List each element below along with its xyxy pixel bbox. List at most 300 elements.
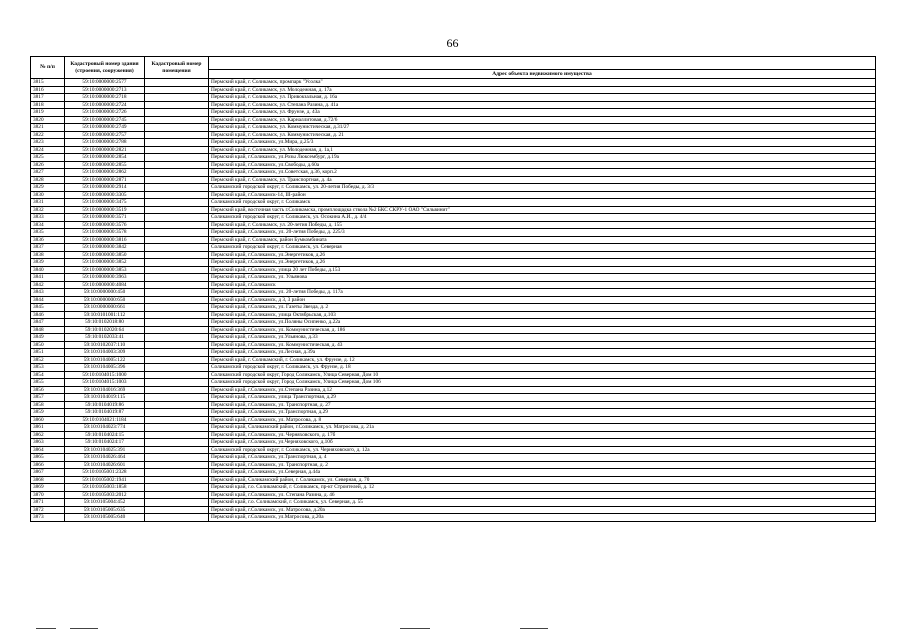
- row-cadastral-building: 59:10:0105005:635: [65, 506, 145, 514]
- row-cadastral-building: 59:10:0000000:3963: [65, 274, 145, 282]
- row-number: 3842: [31, 281, 65, 289]
- row-number: 3826: [31, 161, 65, 169]
- row-cadastral-premise: [145, 251, 209, 259]
- row-cadastral-building: 59:10:0000000:2724: [65, 101, 145, 109]
- row-cadastral-premise: [145, 94, 209, 102]
- table-row: [31, 274, 876, 282]
- row-cadastral-building: 59:10:0104016:369: [65, 386, 145, 394]
- table-row: [31, 116, 876, 124]
- row-cadastral-building: 59:10:0000000:2577: [65, 79, 145, 87]
- table-row: [31, 296, 876, 304]
- row-number: 3819: [31, 109, 65, 117]
- row-cadastral-building: 59:10:0000000:3576: [65, 221, 145, 229]
- row-cadastral-building: 59:10:0105001:2328: [65, 469, 145, 477]
- row-cadastral-building: 59:10:0000000:2757: [65, 131, 145, 139]
- row-address: Соликамский городской округ, г. Соликамск, ул. Северная: [209, 244, 876, 252]
- row-number: 3857: [31, 394, 65, 402]
- table-row: [31, 139, 876, 147]
- table-row: [31, 506, 876, 514]
- row-address: Соликамский городской округ, Город Соликамск, Улица Северная, Дом 10: [209, 371, 876, 379]
- row-address: Соликамский городской округ, Город Соликамск, Улица Северная, Дом 106: [209, 379, 876, 387]
- row-cadastral-building: 59:10:0104019:87: [65, 409, 145, 417]
- row-cadastral-building: 59:10:0105004:452: [65, 499, 145, 507]
- row-cadastral-building: 59:10:0104025:391: [65, 446, 145, 454]
- row-cadastral-premise: [145, 431, 209, 439]
- row-cadastral-premise: [145, 176, 209, 184]
- table-row: [31, 206, 876, 214]
- row-cadastral-premise: [145, 109, 209, 117]
- row-cadastral-building: 59:10:0000000:3842: [65, 244, 145, 252]
- table-row: [31, 416, 876, 424]
- row-cadastral-building: 59:10:0000000:3571: [65, 214, 145, 222]
- row-address: Пермский край, г.Соликамск, ул. Коммунистическая, д. 186: [209, 326, 876, 334]
- row-address: Пермский край, г.о. Соликамский, г. Соликамск, ул. Северная, д. 55: [209, 499, 876, 507]
- row-address: Соликамский городской округ, г. Соликамск, ул. 20-летия Победы, д. 3/3: [209, 184, 876, 192]
- row-address: Пермский край, г. Соликамск, ул. Коммунистическая, д.31/27: [209, 124, 876, 132]
- row-cadastral-building: 59:10:0104023:774: [65, 424, 145, 432]
- row-address: Пермский край, г. Соликамск, ул. Привокзальная, д. 16а: [209, 94, 876, 102]
- row-cadastral-building: 59:10:0000000:2788: [65, 139, 145, 147]
- row-address: Пермский край, г.Соликамск, ул.Свободы, д.60а: [209, 161, 876, 169]
- row-cadastral-building: 59:10:0000000:3850: [65, 251, 145, 259]
- row-address: Пермский край, г.Соликамск, ул.Матросова, д.20а: [209, 514, 876, 522]
- row-address: Пермский край, г.Соликамск, ул.Советская, д.36, корп.2: [209, 169, 876, 177]
- table-row: [31, 454, 876, 462]
- row-cadastral-building: 59:10:0104015:1003: [65, 379, 145, 387]
- table-row: [31, 154, 876, 162]
- row-cadastral-premise: [145, 506, 209, 514]
- row-cadastral-premise: [145, 356, 209, 364]
- row-cadastral-premise: [145, 131, 209, 139]
- row-number: 3845: [31, 304, 65, 312]
- row-cadastral-premise: [145, 349, 209, 357]
- row-number: 3821: [31, 124, 65, 132]
- row-address: Пермский край, г.Соликамск, ул.Степана Разина, д.12: [209, 386, 876, 394]
- row-number: 3871: [31, 499, 65, 507]
- row-address: Пермский край, г. Соликамск, ул. Транспортная, д. 4а: [209, 176, 876, 184]
- table-row: [31, 319, 876, 327]
- row-cadastral-building: 59:10:0000000:3816: [65, 236, 145, 244]
- row-cadastral-premise: [145, 491, 209, 499]
- row-address: Пермский край, г. Соликамский, г. Соликамск, ул. Фрунзе, д. 12: [209, 356, 876, 364]
- table-row: [31, 131, 876, 139]
- row-number: 3854: [31, 371, 65, 379]
- row-number: 3828: [31, 176, 65, 184]
- table-row: [31, 349, 876, 357]
- row-cadastral-premise: [145, 319, 209, 327]
- row-cadastral-premise: [145, 169, 209, 177]
- row-cadastral-premise: [145, 214, 209, 222]
- row-address: Соликамский городской округ, г. Соликамск, ул. Фрунзе, д. 18: [209, 364, 876, 372]
- table-row: [31, 221, 876, 229]
- row-cadastral-building: 59:10:0000000:2749: [65, 124, 145, 132]
- row-cadastral-building: 59:10:0000000:2821: [65, 146, 145, 154]
- table-row: [31, 79, 876, 87]
- row-number: 3867: [31, 469, 65, 477]
- row-cadastral-building: 59:10:0000000:3578: [65, 229, 145, 237]
- table-row: [31, 236, 876, 244]
- table-row: [31, 124, 876, 132]
- row-cadastral-premise: [145, 499, 209, 507]
- row-number: 3820: [31, 116, 65, 124]
- row-address: Пермский край, г.Соликамск: [209, 281, 876, 289]
- row-cadastral-premise: [145, 259, 209, 267]
- row-cadastral-building: 59:10:0000000:3852: [65, 259, 145, 267]
- row-number: 3858: [31, 401, 65, 409]
- header-address: Адрес объекта недвижимого имущества: [209, 70, 876, 79]
- row-cadastral-premise: [145, 244, 209, 252]
- row-cadastral-premise: [145, 334, 209, 342]
- table-row: [31, 334, 876, 342]
- table-row: [31, 311, 876, 319]
- row-cadastral-premise: [145, 86, 209, 94]
- row-address: Пермский край, г.Соликамск, ул.Поляны Осипенко, д.22а: [209, 319, 876, 327]
- table-row: [31, 304, 876, 312]
- row-address: Пермский край, г. Соликамск, ул. Карналлитовая, д.72/6: [209, 116, 876, 124]
- table-row: [31, 514, 876, 522]
- row-address: Пермский край, г.Соликамск, улица 20 лет Победы, д.153: [209, 266, 876, 274]
- row-cadastral-premise: [145, 101, 209, 109]
- table-row: [31, 176, 876, 184]
- row-number: 3815: [31, 79, 65, 87]
- row-cadastral-premise: [145, 311, 209, 319]
- table-row: [31, 409, 876, 417]
- row-address: Пермский край, г.Соликамск, ул. Коммунистическая, д. 43: [209, 341, 876, 349]
- table-row: [31, 476, 876, 484]
- table-row: [31, 499, 876, 507]
- table-row: [31, 461, 876, 469]
- row-number: 3827: [31, 169, 65, 177]
- row-number: 3865: [31, 454, 65, 462]
- row-cadastral-premise: [145, 326, 209, 334]
- row-cadastral-premise: [145, 514, 209, 522]
- table-row: [31, 469, 876, 477]
- row-number: 3856: [31, 386, 65, 394]
- row-cadastral-building: 59:10:0105003:1858: [65, 484, 145, 492]
- row-cadastral-premise: [145, 386, 209, 394]
- row-cadastral-building: 59:10:0105002:1941: [65, 476, 145, 484]
- row-number: 3861: [31, 424, 65, 432]
- row-number: 3843: [31, 289, 65, 297]
- row-cadastral-premise: [145, 461, 209, 469]
- row-address: Пермский край, г.Соликамск, ул. Ульянова: [209, 274, 876, 282]
- row-cadastral-premise: [145, 454, 209, 462]
- table-row: [31, 161, 876, 169]
- row-number: 3839: [31, 259, 65, 267]
- row-cadastral-premise: [145, 266, 209, 274]
- row-cadastral-building: 59:10:0104026:464: [65, 454, 145, 462]
- row-cadastral-building: 59:10:0000000:2855: [65, 161, 145, 169]
- row-number: 3840: [31, 266, 65, 274]
- row-cadastral-building: 59:10:0104005:122: [65, 356, 145, 364]
- row-cadastral-building: 59:10:0000000:4084: [65, 281, 145, 289]
- property-register-table: [30, 56, 876, 522]
- row-address: Соликамский городской округ, г. Соликамск, ул. Осокина А.И., д. 4/4: [209, 214, 876, 222]
- row-address: Пермский край, г. Соликамск, ул. Коммунистическая, д. 21: [209, 131, 876, 139]
- row-number: 3863: [31, 439, 65, 447]
- table-row: [31, 484, 876, 492]
- row-cadastral-premise: [145, 229, 209, 237]
- row-cadastral-building: 59:10:0000000:661: [65, 304, 145, 312]
- row-number: 3852: [31, 356, 65, 364]
- row-number: 3844: [31, 296, 65, 304]
- row-address: Пермский край, г.Соликамск, ул.Черняховского, д.10б: [209, 439, 876, 447]
- table-row: [31, 341, 876, 349]
- row-number: 3835: [31, 229, 65, 237]
- row-number: 3832: [31, 206, 65, 214]
- table-row: [31, 326, 876, 334]
- row-cadastral-premise: [145, 289, 209, 297]
- row-number: 3853: [31, 364, 65, 372]
- row-cadastral-building: 59:10:0000000:3519: [65, 206, 145, 214]
- table-row: [31, 364, 876, 372]
- row-address: Пермский край, г.Соликамск, ул. Черняховского, д. 17б: [209, 431, 876, 439]
- row-address: Пермский край, Соликамский район, г.Соликамск, ул. Матросова, д. 21а: [209, 424, 876, 432]
- row-number: 3823: [31, 139, 65, 147]
- row-number: 3830: [31, 191, 65, 199]
- table-row: [31, 214, 876, 222]
- row-address: Пермский край, г.Соликамск, ул. Матросова, д. 8: [209, 416, 876, 424]
- row-cadastral-premise: [145, 409, 209, 417]
- row-address: Пермский край, г.Соликамск, ул.Энергетиков, д.26: [209, 259, 876, 267]
- header-num: № п/п: [31, 57, 65, 79]
- row-cadastral-premise: [145, 484, 209, 492]
- row-number: 3873: [31, 514, 65, 522]
- row-address: Пермский край, г.Соликамск, ул.Северная, д.44а: [209, 469, 876, 477]
- row-cadastral-building: 59:10:0000000:2726: [65, 109, 145, 117]
- table-row: [31, 371, 876, 379]
- row-cadastral-building: 59:10:0000000:2871: [65, 176, 145, 184]
- row-address: Пермский край, г.Соликамск, ул.Мира, д.25/3: [209, 139, 876, 147]
- footer-lines: [0, 628, 905, 634]
- row-cadastral-premise: [145, 161, 209, 169]
- row-number: 3825: [31, 154, 65, 162]
- row-cadastral-building: 59:10:0104026:601: [65, 461, 145, 469]
- row-cadastral-premise: [145, 236, 209, 244]
- row-number: 3851: [31, 349, 65, 357]
- row-address: Пермский край, г.Соликамск, ул. Транспортная, д. 27: [209, 401, 876, 409]
- row-number: 3837: [31, 244, 65, 252]
- table-row: [31, 101, 876, 109]
- row-address: Пермский край, г.Соликамск, ул.Энергетиков, д.26: [209, 251, 876, 259]
- row-cadastral-building: 59:10:0101001:112: [65, 311, 145, 319]
- table-row: [31, 86, 876, 94]
- row-number: 3869: [31, 484, 65, 492]
- table-row: [31, 431, 876, 439]
- row-address: Пермский край, восточная часть г.Соликамска, промплощадка ствола №2 БКС СКРУ-1 ОАО "Сильвинит": [209, 206, 876, 214]
- row-cadastral-premise: [145, 469, 209, 477]
- row-cadastral-premise: [145, 281, 209, 289]
- row-number: 3831: [31, 199, 65, 207]
- table-row: [31, 379, 876, 387]
- table-row: [31, 244, 876, 252]
- row-cadastral-building: 59:10:0102018:80: [65, 319, 145, 327]
- row-cadastral-premise: [145, 274, 209, 282]
- row-number: 3866: [31, 461, 65, 469]
- row-number: 3829: [31, 184, 65, 192]
- row-address: Пермский край, г.Соликамск, ул.Розы Люксембург, д.19а: [209, 154, 876, 162]
- row-cadastral-premise: [145, 304, 209, 312]
- row-cadastral-building: 59:10:0000000:2745: [65, 116, 145, 124]
- row-number: 3834: [31, 221, 65, 229]
- row-cadastral-building: 59:10:0000000:2713: [65, 86, 145, 94]
- table-row: [31, 199, 876, 207]
- header-cadastral-premise: Кадастровый номер помещения: [145, 57, 209, 79]
- row-cadastral-premise: [145, 206, 209, 214]
- row-cadastral-building: 59:10:0104019:115: [65, 394, 145, 402]
- row-number: 3862: [31, 431, 65, 439]
- row-cadastral-building: 59:10:0104024:15: [65, 431, 145, 439]
- row-cadastral-premise: [145, 139, 209, 147]
- footer-line: [36, 628, 56, 629]
- row-cadastral-building: 59:10:0000000:450: [65, 289, 145, 297]
- row-cadastral-premise: [145, 416, 209, 424]
- row-number: 3833: [31, 214, 65, 222]
- table-row: [31, 109, 876, 117]
- row-number: 3817: [31, 94, 65, 102]
- table-row: [31, 439, 876, 447]
- row-number: 3855: [31, 379, 65, 387]
- row-number: 3818: [31, 101, 65, 109]
- row-address: Пермский край, г.Соликамск, ул.Ульянова, д.33: [209, 334, 876, 342]
- row-cadastral-premise: [145, 184, 209, 192]
- row-cadastral-building: 59:10:0000000:650: [65, 296, 145, 304]
- row-number: 3816: [31, 86, 65, 94]
- row-cadastral-premise: [145, 394, 209, 402]
- row-cadastral-premise: [145, 296, 209, 304]
- row-number: 3860: [31, 416, 65, 424]
- row-cadastral-building: 59:10:0102033:41: [65, 334, 145, 342]
- row-address: Пермский край, г.Соликамск, ул.Транспортная, д. 4: [209, 454, 876, 462]
- row-address: Пермский край, г. Соликамск, ул. Степана Разина, д. 41а: [209, 101, 876, 109]
- row-cadastral-premise: [145, 364, 209, 372]
- row-number: 3847: [31, 319, 65, 327]
- table-row: [31, 94, 876, 102]
- row-cadastral-building: 59:10:0000000:2854: [65, 154, 145, 162]
- table-body: [31, 79, 876, 522]
- table-row: [31, 356, 876, 364]
- row-cadastral-premise: [145, 146, 209, 154]
- row-cadastral-building: 59:10:0104005:396: [65, 364, 145, 372]
- row-address: Пермский край, г.Соликамск, ул. Степана Разина, д. 46: [209, 491, 876, 499]
- row-address: Пермский край, г.Соликамск, ул.Лесная, д.39а: [209, 349, 876, 357]
- row-address: Соликамский городской округ, г. Соликамск, ул. Черняховского, д. 12а: [209, 446, 876, 454]
- table-row: [31, 169, 876, 177]
- row-number: 3868: [31, 476, 65, 484]
- table-row: [31, 446, 876, 454]
- row-cadastral-building: 59:10:0102020:64: [65, 326, 145, 334]
- header-address-top: [209, 57, 876, 70]
- row-number: 3822: [31, 131, 65, 139]
- row-number: 3864: [31, 446, 65, 454]
- footer-line: [520, 628, 548, 629]
- table-row: [31, 184, 876, 192]
- table-row: [31, 281, 876, 289]
- row-cadastral-building: 59:10:0000000:2914: [65, 184, 145, 192]
- row-address: Пермский край, г. Соликамск, промпарк "Усолка": [209, 79, 876, 87]
- footer-line: [400, 628, 430, 629]
- row-number: 3870: [31, 491, 65, 499]
- row-cadastral-building: 59:10:0104019:86: [65, 401, 145, 409]
- row-cadastral-building: 59:10:0104003:309: [65, 349, 145, 357]
- row-cadastral-building: 59:10:0104015:1000: [65, 371, 145, 379]
- row-address: Пермский край, г.Соликамск, ул.Транспортная, д.29: [209, 409, 876, 417]
- header-cadastral-building: Кадастровый номер здания (строения, сооружения): [65, 57, 145, 79]
- row-address: Пермский край, г. Соликамск, район Бумкомбината: [209, 236, 876, 244]
- row-address: Пермский край, г.Соликамск, ул. Матросова, д.20а: [209, 506, 876, 514]
- row-cadastral-building: 59:10:0104021:1184: [65, 416, 145, 424]
- row-cadastral-premise: [145, 446, 209, 454]
- row-address: Пермский край, г. Соликамск, ул. Фрунзе, д. 43а: [209, 109, 876, 117]
- row-number: 3836: [31, 236, 65, 244]
- row-address: Пермский край, г.Соликамск, д 3, 3 район: [209, 296, 876, 304]
- table-row: [31, 289, 876, 297]
- table-row: [31, 251, 876, 259]
- row-address: Пермский край, г.Соликамск, ул. Транспортная, д. 2: [209, 461, 876, 469]
- row-address: Пермский край, г.Соликамск, улица Октябрьская, д.103: [209, 311, 876, 319]
- row-cadastral-building: 59:10:0104024:17: [65, 439, 145, 447]
- row-number: 3850: [31, 341, 65, 349]
- row-cadastral-building: 59:10:0105005:640: [65, 514, 145, 522]
- row-cadastral-premise: [145, 154, 209, 162]
- table-row: [31, 266, 876, 274]
- row-cadastral-premise: [145, 439, 209, 447]
- row-cadastral-building: 59:10:0000000:3475: [65, 199, 145, 207]
- row-address: Пермский край, г.Соликамск-14, III-район: [209, 191, 876, 199]
- row-cadastral-premise: [145, 221, 209, 229]
- row-cadastral-premise: [145, 199, 209, 207]
- row-cadastral-building: 59:10:0000000:2718: [65, 94, 145, 102]
- row-address: Пермский край, г.Соликамск, ул. Газеты Звезда, д. 2: [209, 304, 876, 312]
- table-row: [31, 386, 876, 394]
- row-address: Пермский край, г.Соликамск, ул. 20-летия Победы, д. 117а: [209, 289, 876, 297]
- row-number: 3846: [31, 311, 65, 319]
- row-number: 3848: [31, 326, 65, 334]
- row-address: Пермский край, г. Соликамск, ул. 20-летия Победы, д. 155: [209, 221, 876, 229]
- row-cadastral-building: 59:10:0000000:2862: [65, 169, 145, 177]
- table-row: [31, 394, 876, 402]
- row-number: 3841: [31, 274, 65, 282]
- row-cadastral-premise: [145, 424, 209, 432]
- table-row: [31, 146, 876, 154]
- row-address: Пермский край, Соликамский район, г. Соликамск, ул. Северная, д. 70: [209, 476, 876, 484]
- row-cadastral-premise: [145, 401, 209, 409]
- row-cadastral-premise: [145, 191, 209, 199]
- row-number: 3849: [31, 334, 65, 342]
- row-number: 3838: [31, 251, 65, 259]
- table-row: [31, 229, 876, 237]
- page-number: 66: [446, 36, 459, 50]
- table-row: [31, 259, 876, 267]
- row-address: Пермский край, г.Соликамск, улица Транспортная, д.29: [209, 394, 876, 402]
- row-cadastral-premise: [145, 341, 209, 349]
- row-cadastral-premise: [145, 79, 209, 87]
- row-address: Пермский край, г. Соликамск, ул. Молодежная, д. 1а,1: [209, 146, 876, 154]
- row-number: 3859: [31, 409, 65, 417]
- row-cadastral-premise: [145, 124, 209, 132]
- table-row: [31, 191, 876, 199]
- row-cadastral-building: 59:10:0102037:110: [65, 341, 145, 349]
- row-cadastral-premise: [145, 476, 209, 484]
- footer-line: [70, 628, 98, 629]
- row-number: 3872: [31, 506, 65, 514]
- row-address: Пермский край, г. Соликамск, ул. Молодежная, д. 17а: [209, 86, 876, 94]
- row-cadastral-building: 59:10:0000000:3853: [65, 266, 145, 274]
- row-cadastral-premise: [145, 379, 209, 387]
- row-cadastral-building: 59:10:0105003:2012: [65, 491, 145, 499]
- row-number: 3824: [31, 146, 65, 154]
- row-address: Пермский край, г.о. Соликамский, г. Соликамск, пр-кт Строителей, д. 12: [209, 484, 876, 492]
